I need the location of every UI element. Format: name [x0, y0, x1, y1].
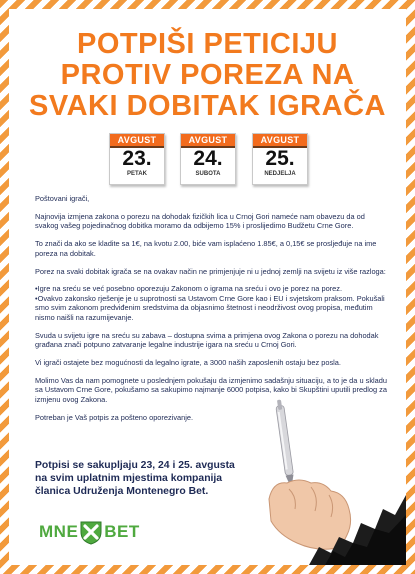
- petition-poster: [9, 9, 406, 565]
- headline-line-3: SVAKI DOBITAK IGRAČA: [29, 90, 386, 122]
- calendar-day-23: [109, 133, 165, 185]
- calendar-month: AVGUST: [110, 134, 164, 148]
- paragraph-jobs: Vi igrači ostajete bez mogućnosti da legalno igrate, a 3000 naših zaposlenih ostaju bez posla.: [35, 357, 341, 367]
- calendar-day: 23.: [122, 147, 152, 170]
- calendar-month: AVGUST: [253, 134, 307, 148]
- calendar-day-24: [180, 133, 236, 185]
- cta-line-3: članica Udruženja Montenegro Bet.: [35, 486, 209, 497]
- calendar-day: 25.: [265, 147, 295, 170]
- calendar-day: 24.: [193, 147, 223, 170]
- list-item: •Ovakvo zakonsko rješenje je u suprotnosti sa Ustavom Crne Gore kao i EU i svjetskom praksom. Pokušali smo svim zakonom predviđenim sredstvima da objasnimo štetnost i neodrživost ovog propisa, međutim nismo naišli na razumijevanje.: [35, 293, 385, 322]
- paragraph-reasons: Porez na svaki dobitak igrača se na ovakav način ne primjenjuje ni u jednoj zemlji na svijetu iz više razloga:: [35, 266, 386, 276]
- shield-cross-icon: [79, 519, 103, 545]
- headline-line-1: POTPIŠI PETICIJU: [77, 28, 338, 60]
- calendar-weekday: NEDJELJA: [264, 171, 296, 177]
- reasons-list: [35, 284, 387, 322]
- paragraph-example: To znači da ako se kladite sa 1€, na kvotu 2.00, biće vam isplaćeno 1.85€, a 0,15€ se prosljeđuje na ime poreza na dobitak.: [35, 239, 377, 258]
- paragraph-tax-change: Najnovija izmjena zakona o porezu na dohodak fizičkih lica u Crnoj Gori nameće nam obavezu da od svakog vašeg pojedinačnog dobitka moramo da odbijemo 15% i proslijedimo Budžetu Crne Gore.: [35, 211, 365, 231]
- list-item: •Igre na sreću se već posebno oporezuju Zakonom o igrama na sreću i ovo je porez na porez.: [35, 284, 343, 294]
- logo-text-right: BET: [104, 522, 140, 541]
- date-calendars: [109, 133, 309, 189]
- calendar-weekday: SUBOTA: [195, 171, 221, 177]
- calendar-day-25: [252, 133, 308, 185]
- paragraph-industry: Svuda u svijetu igre na sreću su zabava – dostupna svima a primjena ovog Zakona o porezu na dohodak građana znači potpuno zatvaranje legalne industrije igara na sreću u Crnoj Gori.: [35, 330, 379, 349]
- headline-line-2: PROTIV POREZA NA: [60, 59, 355, 91]
- greeting: Poštovani igrači,: [35, 194, 90, 203]
- calendar-month: AVGUST: [181, 134, 235, 148]
- poster-headline: [9, 29, 406, 122]
- paragraph-appeal: Molimo Vas da nam pomognete u poslednjem pokušaju da izmjenimo sadašnju situaciju, a to je da u skladu sa Ustavom Crne Gore, pokušamo sa sakupimo najmanje 6000 potpisa, kako bi Skupštini uputili predlog za izmjenu ovog Zakona.: [35, 375, 387, 404]
- hand-with-pen-illustration: [249, 397, 406, 565]
- montenegro-bet-logo: [39, 517, 140, 547]
- paragraph-signature-needed: Potreban je Vaš potpis za pošteno oporezivanje.: [35, 412, 194, 422]
- letter-body: [35, 194, 387, 430]
- calendar-weekday: PETAK: [127, 171, 147, 177]
- call-to-action: [35, 459, 255, 498]
- logo-text-left: MNE: [39, 522, 79, 541]
- cta-line-2: na svim uplatnim mjestima kompanija: [35, 473, 223, 484]
- cta-line-1: Potpisi se sakupljaju 23, 24 i 25. avgusta: [35, 460, 235, 471]
